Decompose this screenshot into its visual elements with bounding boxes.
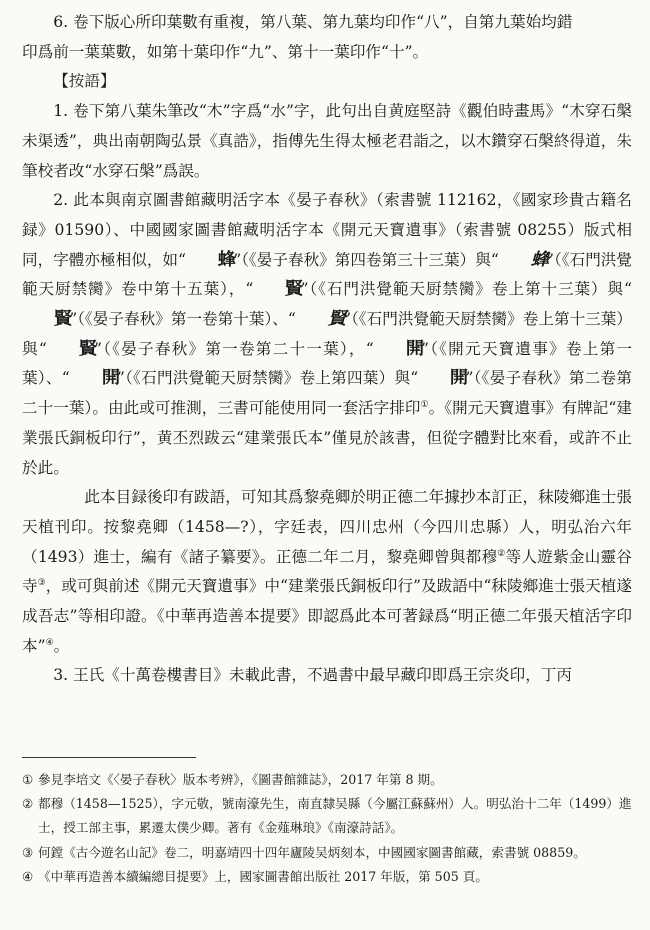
paragraph-6 [22, 8, 632, 67]
glyph-sample-4: 賢 [53, 309, 72, 330]
footnote-4 [22, 865, 632, 889]
footnote-1-number: ① [22, 772, 34, 787]
footnote-1 [22, 768, 632, 792]
glyph-sample-3: 賢 [285, 279, 303, 300]
footnote-3-text: 何鏜《古今遊名山記》卷二，明嘉靖四十四年廬陵吴炳刻本，中國國家圖書館藏，索書號 08859。 [38, 844, 586, 860]
glyph-sample-8: 開 [101, 368, 119, 389]
paragraph-6-line2: 印爲前一葉葉數，如第十葉印作“九”、第十一葉印作“十”。 [22, 42, 429, 61]
footnote-3-number: ③ [22, 844, 34, 860]
footnote-2-text: 都穆（1458—1525），字元敬，號南濠先生，南直隸吴縣（今屬江蘇蘇州）人。明弘治十二年（1499）進士，授工部主事，累遷太僕少卿。著有《金薤琳琅》《南濠詩話》。 [38, 796, 632, 836]
footnote-1-text: 參見李培文《〈晏子春秋〉版本考辨》，《圖書館雜誌》，2017 年第 8 期。 [38, 772, 443, 787]
note-3: 3. 王氏《十萬卷樓書目》未載此書，不過書中最早藏印即爲王宗炎印，丁丙 [53, 666, 573, 685]
footnote-2-number: ② [22, 796, 34, 812]
footnote-ref-3[interactable]: ③ [37, 578, 46, 589]
footnote-divider [22, 757, 196, 758]
glyph-sample-5: 賢 [327, 309, 345, 330]
glyph-sample-6: 賢 [78, 338, 96, 359]
footnote-ref-1[interactable]: ① [420, 399, 429, 410]
paragraph-colophon: 此本目録後印有跋語，可知其爲黎堯卿於明正德二年據抄本訂正，秣陵鄉進士張天植刊印。按黎堯卿（1458—?），字廷表，四川忠州（今四川忠縣）人，明弘治六年（1493）進士，編有《諸子纂要》。正德二年二月，黎堯卿曾與都穆②等人遊紫金山靈谷寺③，或可與前述《開元天寶遺事》中“建業張氏銅板印行”及跋語中“秣陵鄉進士張天植遂成吾志”等相印證。《中華再造善本提要》即認爲此本可著録爲“明正德二年張天植活字印本”④。 [22, 488, 632, 655]
section-heading: 【按語】 [53, 72, 116, 91]
body-text [22, 8, 632, 691]
glyph-sample-2: 蜂 [530, 249, 548, 270]
glyph-sample-7: 開 [405, 338, 423, 359]
glyph-sample-9: 開 [450, 368, 468, 389]
note-1: 1. 卷下第八葉朱筆改“木”字爲“水”字，此句出自黄庭堅詩《觀伯時畫馬》“木穿石槃未渠透”，典出南朝陶弘景《真誥》，指傅先生得太極老君詣之，以木鑽穿石槃終得道，朱筆校者改“水穿石槃”爲誤。 [22, 102, 632, 180]
paragraph-6-line1: 6. 卷下版心所印葉數有重複，第八葉、第九葉均印作“八”，自第九葉始均錯 [53, 13, 573, 31]
note-2: 2. 此本與南京圖書館藏明活字本《晏子春秋》（索書號 112162，《國家珍貴古籍名録》01590）、中國國家圖書館藏明活字本《開元天寶遺事》（索書號 08255）版式相同，字體亦極相似，如“ 蜂”（《晏子春秋》第四卷第三十三葉）與“ 蜂”（《石門洪覺範天厨禁臠》卷中第十五葉），“ 賢”（《石門洪覺範天厨禁臠》卷上第十三葉）與“賢”（《晏子春秋》第一卷第十葉）、“ 賢”（《石門洪覺範天厨禁臠》卷上第十三葉）與“ 賢”（《晏子春秋》第一卷第二十一葉），“ 開”（《開元天寶遺事》卷上第一葉）、“ 開”（《石門洪覺範天厨禁臠》卷上第四葉）與“ 開”（《晏子春秋》第二卷第二十一葉）。由此或可推測，三書可能使用同一套活字排印①。《開元天寶遺事》有牌記“建業張氏銅板印行”，黄丕烈跋云“建業張氏本”僅見於該書，但從字體對比來看，或許不止於此。 [22, 191, 632, 477]
footnotes [22, 768, 632, 889]
footnote-3 [22, 841, 632, 865]
footnote-2 [22, 792, 632, 840]
footnote-ref-2[interactable]: ② [497, 548, 506, 559]
footnote-4-text: 《中華再造善本續編總目提要》上，國家圖書館出版社 2017 年版，第 505 頁。 [38, 868, 488, 884]
glyph-sample-1: 蜂 [217, 249, 236, 270]
footnote-ref-4[interactable]: ④ [45, 637, 54, 648]
footnote-4-number: ④ [22, 868, 34, 884]
